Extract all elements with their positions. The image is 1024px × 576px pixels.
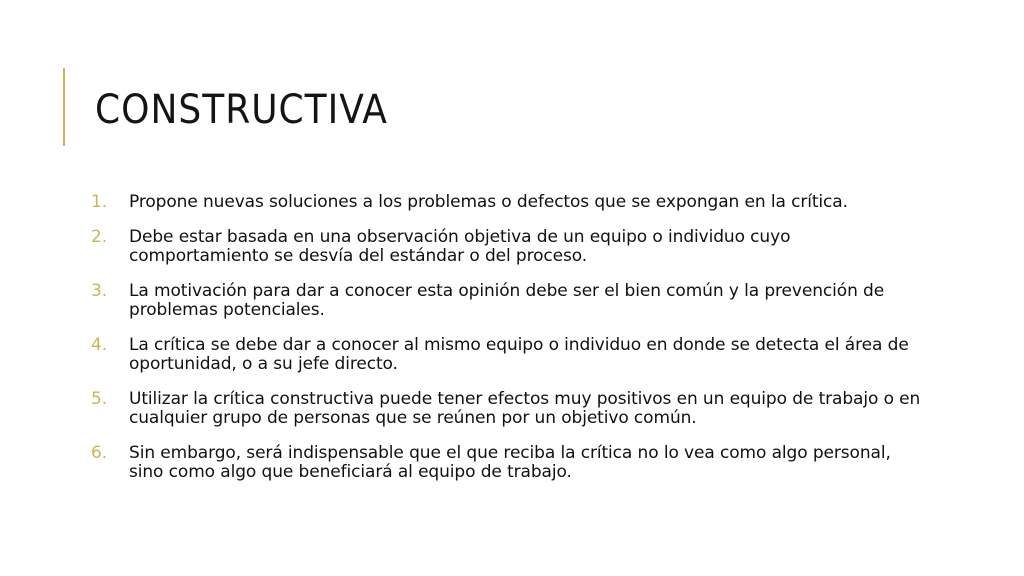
list-item-text: Sin embargo, será indispensable que el que reciba la crítica no lo vea como algo personal, sino como algo que beneficiará al equipo de trabajo. (129, 443, 891, 482)
list-item-text: Debe estar basada en una observación objetiva de un equipo o individuo cuyo comportamiento se desvía del estándar o del proceso. (129, 227, 791, 266)
list-item-number: 1. (91, 192, 108, 212)
list-item (91, 390, 921, 428)
list-item-text: La crítica se debe dar a conocer al mismo equipo o individuo en donde se detecta el área de oportunidad, o a su jefe directo. (129, 335, 909, 374)
list-item-text: La motivación para dar a conocer esta opinión debe ser el bien común y la prevención de problemas potenciales. (129, 281, 885, 320)
numbered-list (91, 193, 921, 498)
list-item-text: Propone nuevas soluciones a los problemas o defectos que se expongan en la crítica. (129, 192, 848, 212)
list-item (91, 228, 921, 266)
list-item-number: 4. (91, 335, 108, 355)
list-item-number: 6. (91, 443, 108, 463)
list-item (91, 282, 921, 320)
list-item-text: Utilizar la crítica constructiva puede tener efectos muy positivos en un equipo de trabajo o en cualquier grupo de personas que se reúnen por un objetivo común. (129, 389, 921, 428)
list-item-number: 3. (91, 281, 108, 301)
list-item (91, 444, 921, 482)
list-item-number: 2. (91, 227, 108, 247)
list-item (91, 193, 921, 212)
slide-title: CONSTRUCTIVA (95, 87, 388, 133)
list-item (91, 336, 921, 374)
title-accent-bar (63, 68, 65, 146)
list-item-number: 5. (91, 389, 108, 409)
